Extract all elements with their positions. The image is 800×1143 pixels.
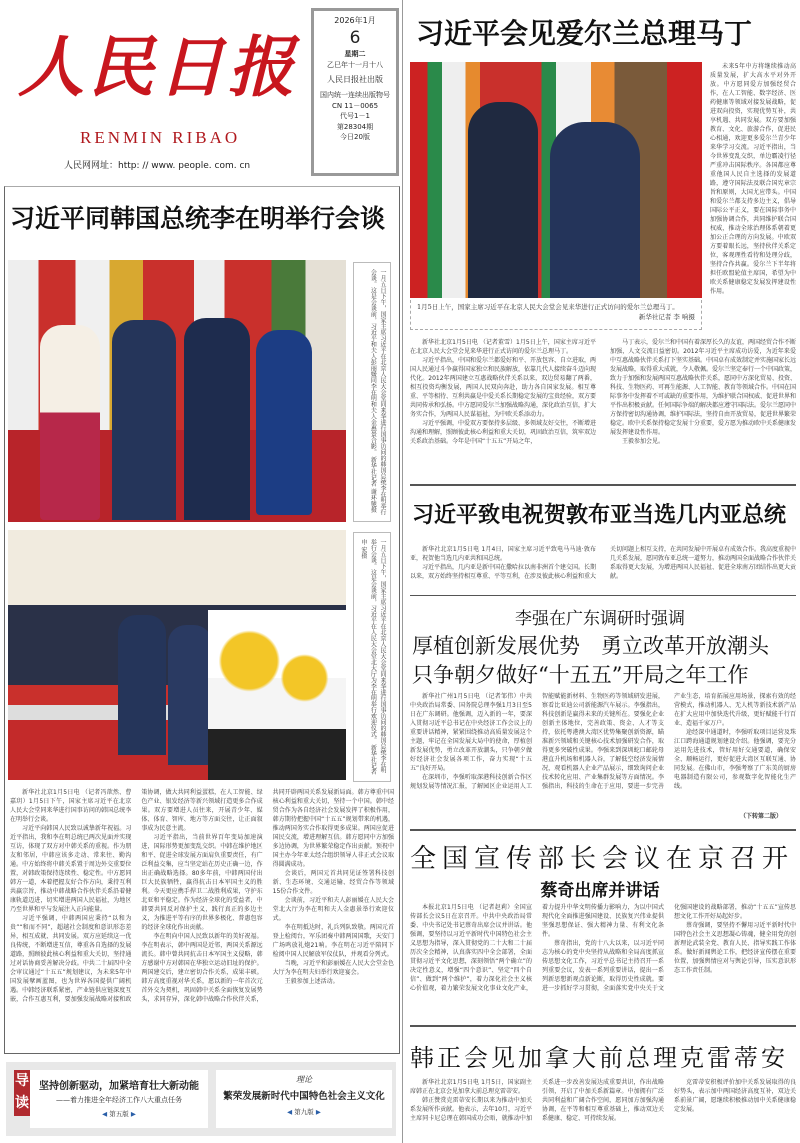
person-figure: [468, 102, 538, 298]
arrow-left-icon: ◀: [287, 1108, 293, 1116]
guide-subtitle: ——着力推进全年经济工作八大重点任务: [56, 1096, 182, 1104]
divider: [410, 1025, 796, 1027]
paragraph: 韩正赞赏克雷蒂安长期以来为推动中加关系发展所作贡献。他表示，去年10月，习近平主席同卡尼总理在韩国成功会晤，就推动中加关系进一步改善发展达成重要共识，作出战略引领，开启了中加关系新篇章。中加拥有广泛共同利益和广阔合作空间，愿同加方加强沟通协调，在平等和相互尊重基础上，推动双边关系健康、稳定、可持续发展。: [410, 1079, 664, 1122]
arrow-left-icon: ◀: [102, 1110, 108, 1118]
photo-credit: 新华社记者 李 响摄: [638, 312, 695, 321]
propaganda-article-body: [410, 903, 796, 993]
paragraph: 蔡奇指出，党的十八大以来，以习近平同志为核心的党中央坚持从战略和全局高度抓宣传思想文化工作，习近平总书记主持召开一系列重要会议，发表一系列重要讲话，提出一系列新思想新观点新论断，取得历史性成就。要进一步抓好学习贯彻，全面落实党中央关于文化强国建设的战略部署，推动“十五五”宣传思想文化工作开好局起好步。: [542, 904, 796, 992]
weekday: 星期二: [344, 50, 366, 59]
code: 代号1－1: [340, 112, 370, 121]
divider: [410, 829, 796, 831]
headline-korea[interactable]: 习近平同韩国总统李在明举行会谈: [10, 204, 386, 233]
newspaper-logo: 人民日报: [18, 28, 298, 106]
caption-text: 一月五日下午，国家主席习近平在北京人民大会堂同来华进行国事访问的韩国总统李在明举行会谈。这是会谈前，习近平和夫人彭丽媛同李在明和夫人金惠景合影。: [369, 269, 386, 515]
website-url[interactable]: 人民网网址：http: // www. people. com. cn: [64, 161, 251, 171]
paragraph: 李在明向中国人民致以新年的美好祝福。李在明表示，韩中两国是近邻，两国关系源远流长。韩中曾共同抗击日本军国主义侵略，韩方感谢中方对韩国在华独立运动旧址的保护。两国建交后，建立密切合作关系，成果丰硕。韩方高度重视对华关系，愿以新的一年首次元首外交为契机，巩固韩中关系全面恢复发展势头，求同存异，深化韩中战略合作伙伴关系，共同开辟两国关系发展新局面。韩方尊重中国核心利益和重大关切，坚持一个中国。韩中经贸合作为各自经济社会发展发挥了积极作用，韩方期待把握中国“十五五”规划带来的机遇，推动两国务实合作取得更多成果。两国应促进国民交流，增进理解互信。韩方愿同中方加强多边协调，为世界繁荣稳定作出贡献。预祝中国主办今年亚太经合组织领导人非正式会议取得圆满成功。: [141, 789, 394, 1003]
korea-article-body: [10, 788, 394, 1004]
guide-title: 繁荣发展新时代中国特色社会主义文化: [223, 1091, 385, 1102]
guide-page: 第五版: [109, 1110, 129, 1118]
photo-caption-korea-2: [353, 532, 391, 782]
paragraph: 习近平指出，中国和爱尔兰都爱好和平、开放包容、自立进取，两国人民通过斗争赢得国家独立和民族解放，依靠几代人接续奋斗迈向现代化。2012年两国建立互惠战略伙伴关系以来，双边贸易翻了两番，相互投资均衡发展，两国人民双向奔赴，助力各自国家发展。相互尊重、平等相待、互利共赢是中爱关系长期稳定发展的宝贵经验，双方要共同传承和弘扬。中方愿同爱尔兰加强战略沟通，深化政治互信，扩大务实合作，为两国人民谋福祉，为中欧关系添动力。: [410, 357, 597, 418]
paragraph: 习近平指出，当前世界百年变局加速演进，国际形势更加变乱交织。中韩在维护地区和平、促进全球发展方面肩负重要责任，有广泛利益交集，应当坚定站在历史正确一边，作出正确战略选择。80多年前，中韩两国付出巨大民族牺牲，赢得抗击日本军国主义的胜利。今天更应携手捍卫二战胜利成果，守护东北亚和平稳定。作为经济全球化的受益者，中韩要共同反对保护主义，践行真正的多边主义，为推进平等有序的世界多极化、普惠包容的经济全球化作出贡献。: [141, 834, 263, 931]
paragraph: 王毅参加上述活动。: [284, 978, 339, 985]
publisher: 人民日报社出版: [327, 75, 383, 85]
headline-liqiang-1[interactable]: 厚植创新发展优势 勇立改革开放潮头: [412, 634, 769, 658]
masthead: [0, 0, 308, 180]
column-divider: [402, 0, 403, 1143]
paragraph: 马丁表示，爱尔兰和中国有着深厚长久的友谊，两国经贸合作不断加强，人文交流日益密切。2012年习近平主席成功访爱，为近年来爱中互惠战略伙伴关系打下坚实基础。中国卓有成效制定并实施国家长远发展战略，取得重大成就，令人敬佩。爱尔兰坚定奉行一个中国政策，致力于加强和发展两国互惠战略伙伴关系，愿同中方深化贸易、投资、科技、生物医药、可再生能源、人工智能、教育等领域合作。中国在国际事务中发挥着不可或缺的重要作用，为维护联合国权威、促进世界和平作出积极贡献。任何国际争端的解决都应遵守国际法。爱尔兰愿同中方保持密切沟通协调，维护国际法，坚持自由开放贸易，促进世界繁荣稳定。欧中关系保持稳定发展十分重要，爱方愿为推动欧中关系健康发展发挥建设性作用。: [610, 339, 797, 436]
guide-page: 第九版: [294, 1108, 314, 1116]
person-figure: [550, 122, 640, 298]
paragraph: 会谈前，习近平和夫人彭丽媛在人民大会堂北大厅为李在明和夫人金惠景举行欢迎仪式。: [272, 897, 394, 922]
photo-credit: 新华社记者 申 宏摄: [359, 539, 377, 775]
paragraph: 会谈后，两国元首共同见证签署科技创新、生态环境、交通运输、经贸合作等领域15份合作文件。: [272, 870, 394, 895]
guide-title: 坚持创新驱动，加紧培育壮大新动能: [39, 1081, 199, 1092]
person-figure: [118, 615, 166, 755]
headline-propaganda[interactable]: 全国宣传部长会议在京召开: [410, 844, 795, 874]
divider: [410, 484, 796, 486]
paragraph: 新华社北京1月5日电 （记者冯歆然、曹嘉玥）1月5日下午，国家主席习近平在北京人民大会堂同来华进行国事访问的韩国总统李在明举行会谈。: [10, 789, 132, 823]
ireland-article-body: [410, 338, 796, 446]
liqiang-article-body: [410, 692, 796, 791]
hanzheng-article-body: [410, 1078, 796, 1123]
paragraph: 在深圳市，李强听取深港科技创新合作区规划发展等情况汇报，了解园区企业运用人工智能赋能新材料、生物医药等领域研发进展，察看比亚迪公司新能源汽车展示。李强指出，科技创新是赢得未来的关键所在。要强化企业创新主体地位，完善政策、资金、人才等支持，依托粤港澳大湾区优势集聚创新资源，瞄准新兴领域和关键核心技术加强研发合作，取得更多突破性成果。李强来到深圳蛇口邮轮母港直升机场和机器人谷，了解低空经济发展情况，观看机器人企业产品展示，细致询问企业技术转化应用、产业集群发展等方面情况。李强指出，科技的生命在于应用，要进一步完善产业生态，培育拓展应用场景，探索有效的经营模式，推动机器人、无人机等新技术新产品在扩大应用中加快迭代升级，更好赋能千行百业、造福千家万户。: [410, 693, 796, 790]
paragraph: 未来5年中方将继续推动高质量发展，扩大高水平对外开放。中方愿同爱方加强经贸合作，在人工智能、数字经济、医药健康等领域对接发展战略，促进双向投资，实现优势互补，共享机遇、共同发展。双方要加强教育、文化、旅游合作，促进民心相通，欢迎更多爱尔兰青少年来华学习交流。习近平指出，当今世界变乱交织，单边霸凌行径严重冲击国际秩序。各国都应尊重他国人民自主选择的发展道路，遵守国际法及联合国宪章宗旨和原则，大国尤应带头。中国和爱尔兰都支持多边主义，倡导国际公平正义，要在国际事务中加强协调合作，共同维护联合国权威，推动全球治理体系朝着更加公正合理的方向发展。中欧双方要着眼长远，坚持伙伴关系定位，客观理性看待和处理分歧，坚持合作共赢。爱尔兰下半年将担任欧盟轮值主席国，希望为中欧关系健康稳定发展发挥建设性作用。: [710, 63, 796, 295]
arrow-right-icon: ▶: [130, 1110, 136, 1118]
photo-ireland-meeting: [410, 62, 702, 298]
continued-note[interactable]: （下转第二版）: [740, 813, 783, 820]
headline-hanzheng[interactable]: 韩正会见加拿大前总理克雷蒂安: [410, 1044, 788, 1072]
guide-bar: [6, 1062, 396, 1136]
headline-ireland[interactable]: 习近平会见爱尔兰总理马丁: [416, 17, 753, 50]
arrow-right-icon: ▶: [315, 1108, 321, 1116]
paragraph: 李在明抵达时，礼兵列队致敬。两国元首登上检阅台，军乐团奏中韩两国国歌，天安门广场鸣放礼炮21响。李在明在习近平陪同下检阅中国人民解放军仪仗队，并观看分列式。: [272, 924, 394, 958]
photo-korea-welcome: [8, 530, 346, 780]
person-figure: [184, 318, 250, 520]
headline-guinea[interactable]: 习近平致电祝贺敦布亚当选几内亚总统: [412, 503, 787, 528]
date-box: [311, 8, 399, 176]
paragraph: 克雷蒂安积极评价加中关系发展取得的良好势头，表示加中两国经济高度互补，双边关系前景广阔，愿继续积极推动加中关系健康稳定发展。: [674, 1079, 796, 1113]
person-figure: [256, 330, 312, 515]
paragraph: 新华社北京1月5日电 （记者董雪）1月5日上午，国家主席习近平在北京人民大会堂会见来华进行正式访问的爱尔兰总理马丁。: [410, 339, 596, 355]
guinea-article-body: [410, 545, 796, 581]
photo-credit: 新华社记者 谢环驰摄: [369, 456, 377, 513]
paragraph: 习近平指出，几内亚是新中国在撒哈拉以南非洲首个建交国。长期以来，双方始终坚持相互尊重、平等互利，在涉及彼此核心利益和重大关切问题上相互支持，在共同发展中开展卓有成效合作。我高度重视中几关系发展，愿同敦布亚总统一道努力，推动两国全面战略合作伙伴关系取得更大发展，为增进两国人民福祉、促进全球南方团结作出更大贡献。: [410, 546, 797, 580]
person-figure: [168, 625, 212, 765]
paragraph: 习近平强调，中爱双方要保持多层级、多领域友好交往，不断增进沟通和理解，照顾彼此核心利益和重大关切，巩固政治互信，筑牢双边关系政治基础。今年是中国“十五五”开局之年，: [410, 420, 597, 445]
ireland-side-text: [710, 62, 796, 296]
headline-liqiang-2[interactable]: 只争朝夕做好“十五五”开局之年工作: [412, 663, 749, 687]
kicker-liqiang: 李强在广东调研时强调: [515, 609, 685, 629]
paragraph: 途经深中通道时，李强听取项目运营及珠江口跨海通道规划建设介绍。他强调，要充分运用先进技术，管好用好交通要道，确保安全、顺畅运行，更好促进大湾区互联互通、协同发展。在佛山市，李强考察了广东美的厨房电器制造有限公司，参观数字化智能化生产线。: [674, 729, 796, 790]
issue-number: 第28304期: [336, 122, 374, 131]
serial-label: 国内统一连续出版物号: [320, 91, 390, 100]
guide-tag: 导读: [14, 1070, 30, 1116]
guide-item-page5[interactable]: [30, 1070, 208, 1128]
paragraph: 新华社广州1月5日电 （记者邹伟）中共中央政治局常委、国务院总理李强1月3日至5日在广东调研。他强调，迈入新的一年，要深入贯彻习近平总书记在中央经济工作会议上的重要讲话精神，紧紧围绕推动高质量发展这个主题，牢记在全国发展大局中的使命，厚植创新发展优势，勇立改革开放潮头，只争朝夕做好经济社会发展各项工作，奋力实现“十五五”良好开局。: [410, 693, 532, 772]
paragraph: 习近平强调，中韩两国应秉持“以和为贵”“和而不同”，超越社会制度和意识形态差异，相互成就、共同发展。双方应延续这一优良传统，不断增进互信，尊重各自选择的发展道路，照顾彼此核心利益和重大关切，坚持通过对话协商妥善解决分歧。中共二十届四中全会审议通过“十五五”规划建议，为未来5年中国发展擘画蓝图，也为世界各国提供广阔机遇。中韩经济联系紧密，产业链供应链深度互嵌，合作互惠互利，要加强发展战略对接和政策协调，做大共同利益蛋糕，在人工智能、绿色产业、银发经济等新兴领域打造更多合作成果。双方要增进人员往来，开展青少年、媒体、体育、智库、地方等方面交往，让正面叙事成为民意主流。: [10, 789, 263, 1003]
divider: [410, 595, 796, 596]
guide-item-page9[interactable]: [216, 1070, 392, 1128]
paragraph: 王毅参加会见。: [622, 438, 665, 445]
person-figure: [40, 325, 100, 520]
paragraph: 习近平向韩国人民致以诚挚新年祝福。习近平指出，我和李在明总统已两次见面并实现互访，体现了双方对中韩关系的重视。作为朋友和邻居，中韩应该多走动、常来往、勤沟通。中方始终将中韩关系置于周边外交重要位置，对韩政策保持连续性、稳定性。中方愿同韩方一道，本着把握友好合作方向，秉持互利共赢宗旨，推动中韩战略合作伙伴关系沿着健康轨道迈进，切实增进两国人民福祉，为地区乃至世界和平与发展注入正向能量。: [10, 825, 132, 913]
paragraph: 蔡奇强调，要坚持不懈用习近平新时代中国特色社会主义思想凝心铸魂，健全用党的创新理论武装全党、教育人民、指导实践工作体系。做好新闻舆论工作，把经济宣传摆在重要位置，加强舆情应对与舆论引导，压实意识形态工作责任制。: [674, 922, 796, 974]
guide-kicker: 理论: [296, 1075, 312, 1084]
paragraph: 本报北京1月5日电 （记者赵莉）全国宣传部长会议5日在京召开。中共中央政治局常委、中央书记处书记蔡奇出席会议并讲话。他强调，要坚持以习近平新时代中国特色社会主义思想为指导，深入贯彻党的二十大和二十届历次全会精神，认真落实四中全会部署，全面贯彻习近平文化思想，深刻领悟“两个确立”的决定性意义，增强“四个意识”、坚定“四个自信”、做到“两个维护”，着力深化社会主义核心价值观，着力繁荣发展文化事业文化产业，着力提升中华文明传播力影响力，为以中国式现代化全面推进强国建设、民族复兴伟业提供坚强思想保证、强大精神力量、有利文化条件。: [410, 904, 664, 992]
cn-number: CN 11－0065: [331, 101, 379, 110]
paragraph: 新华社北京1月5日电 1月5日，国家副主席韩正在北京会见加拿大前总理克雷蒂安。: [410, 1079, 532, 1095]
caption-text: 1月5日上午，国家主席习近平在北京人民大会堂会见来华进行正式访问的爱尔兰总理马丁。: [417, 303, 679, 311]
photo-caption-korea-1: [353, 262, 391, 522]
photo-caption-ireland: [410, 300, 702, 330]
paragraph: 新华社北京1月5日电 1月4日，国家主席习近平致电马马迪·敦布亚，祝贺他当选几内亚共和国总统。: [410, 546, 596, 562]
lunar-date: 乙巳年十一月十八: [327, 60, 383, 69]
children-with-flowers: [208, 610, 346, 780]
caption-text: 一月五日下午，国家主席习近平在北京人民大会堂同来华进行国事访问的韩国总统李在明举行会谈。这是会谈前，习近平在人民大会堂北大厅为李在明举行欢迎仪式。: [369, 539, 386, 773]
day: 6: [349, 28, 361, 48]
logo-english: RENMIN RIBAO: [80, 128, 241, 147]
year-month: 2026年1月: [334, 16, 376, 25]
photo-korea-group: [8, 260, 346, 522]
paragraph: 当晚，习近平和彭丽媛在人民大会堂金色大厅为李在明夫妇举行欢迎宴会。: [272, 960, 394, 976]
subhead-propaganda: 蔡奇出席并讲话: [540, 881, 660, 901]
person-figure: [112, 320, 176, 520]
page-count: 今日20版: [340, 133, 370, 142]
